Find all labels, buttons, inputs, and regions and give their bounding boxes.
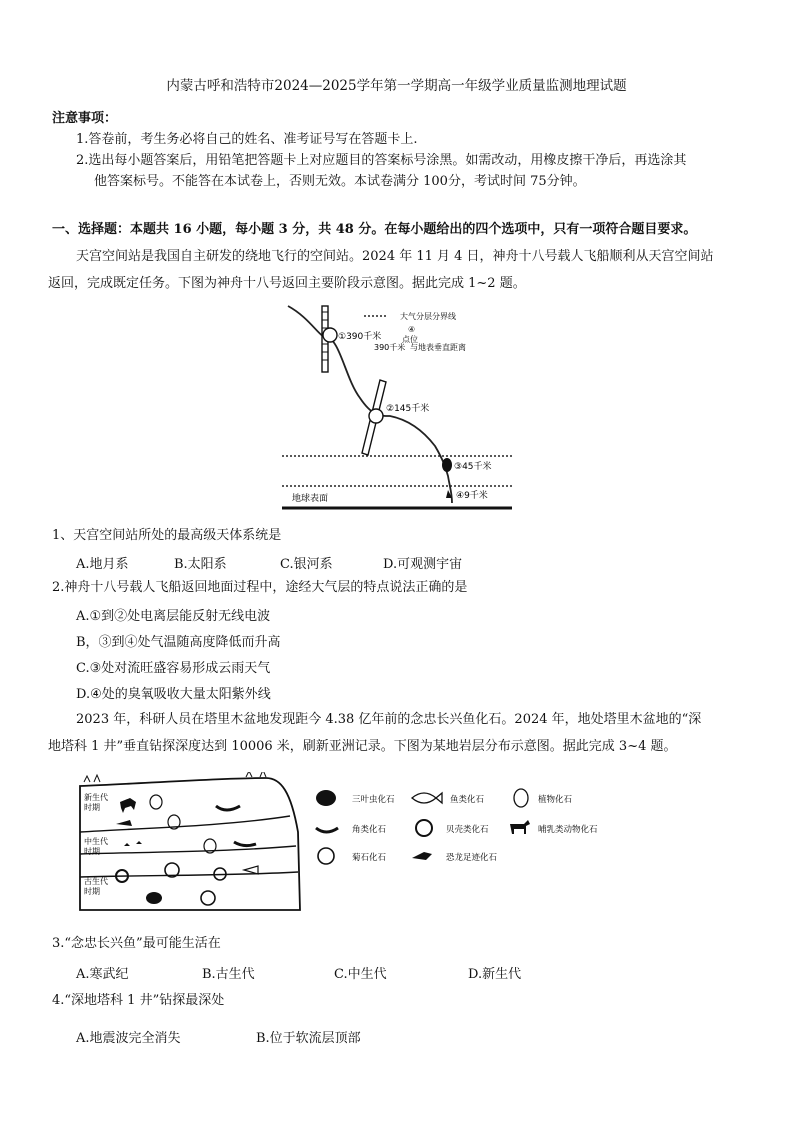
- legend-item-6: 哺乳类动物化石: [538, 825, 598, 835]
- footprint-icon: [412, 852, 432, 860]
- fish-icon: [412, 793, 442, 803]
- q4-stem: 4.“深地塔科 1 井”钻探最深处: [52, 993, 225, 1008]
- q1-option-c: C.银河系: [280, 557, 333, 572]
- q2-stem: 2.神舟十八号载人飞船返回地面过程中，途经大气层的特点说法正确的是: [52, 580, 468, 595]
- legend-item-7: 菊石化石: [352, 853, 387, 863]
- q1-option-a: A.地月系: [76, 557, 129, 572]
- page-title: 内蒙古呼和浩特市2024—2025学年第一学期高一年级学业质量监测地理试题: [166, 78, 627, 94]
- legend-item-4: 角类化石: [352, 825, 387, 835]
- legend-item-3: 植物化石: [538, 795, 573, 805]
- strata-diagram: [76, 772, 308, 914]
- passage1-line2: 返回，完成既定任务。下图为神舟十八号返回主要阶段示意图。据此完成 1~2 题。: [48, 276, 526, 291]
- point-label-4: ④9千米: [456, 491, 488, 501]
- trilobite-icon: [316, 790, 336, 806]
- fossil-legend: [312, 786, 612, 872]
- q3-option-a: A.寒武纪: [76, 967, 129, 982]
- notice-item-2: 2.选出每小题答案后，用铅笔把答题卡上对应题目的答案标号涂黑。如需改动，用橡皮擦干净后，再选涂其: [76, 153, 687, 168]
- notice-heading: 注意事项：: [52, 111, 118, 126]
- q4-option-a: A.地震波完全消失: [76, 1031, 181, 1046]
- q1-stem: 1、天宫空间站所处的最高级天体系统是: [52, 528, 282, 543]
- station-1: [322, 306, 337, 372]
- station-2: [362, 380, 386, 455]
- q3-option-c: C.中生代: [334, 967, 387, 982]
- legend-item-1: 三叶虫化石: [352, 795, 395, 805]
- legend-item-8: 恐龙足迹化石: [446, 853, 498, 863]
- point-label-1: ①390千米: [338, 332, 382, 342]
- passage1-line1: 天宫空间站是我国自主研发的绕地飞行的空间站。2024 年 11 月 4 日，神舟十八号载人飞船顺利从天宫空间站: [76, 249, 714, 264]
- passage2-line2: 地塔科 1 井”垂直钻探深度达到 10006 米，刷新亚洲记录。下图为某地岩层分布示意图。据此完成 3~4 题。: [48, 739, 677, 754]
- reentry-diagram: [280, 298, 540, 513]
- ground-label: 地球表面: [292, 494, 329, 504]
- q2-option-c: C.③处对流旺盛容易形成云雨天气: [76, 661, 271, 676]
- passage2-line1: 2023 年，科研人员在塔里木盆地发现距今 4.38 亿年前的念忠长兴鱼化石。2024 年，地处塔里木盆地的“深: [76, 712, 702, 727]
- ammonite-icon: [318, 848, 334, 864]
- mammal-icon: [510, 820, 530, 834]
- plant-icon: [514, 789, 528, 807]
- legend-distance-label: 与地表垂直距离: [410, 343, 466, 352]
- notice-item-1: 1.答卷前，考生务必将自己的姓名、准考证号写在答题卡上.: [76, 132, 418, 147]
- q3-stem: 3.“念忠长兴鱼”最可能生活在: [52, 936, 221, 951]
- legend-line-label: 大气分层分界线: [400, 312, 456, 321]
- q2-option-d: D.④处的臭氧吸收大量太阳紫外线: [76, 687, 271, 702]
- shell-icon: [416, 820, 432, 836]
- horn-icon: [316, 828, 338, 832]
- notice-item-2-cont: 他答案标号。不能答在本试卷上，否则无效。本试卷满分 100分，考试时间 75分钟。: [94, 174, 586, 189]
- q1-option-b: B.太阳系: [174, 557, 227, 572]
- q1-option-d: D.可观测宇宙: [383, 557, 463, 572]
- q4-option-b: B.位于软流层顶部: [256, 1031, 361, 1046]
- section-heading: 一、选择题：本题共 16 小题，每小题 3 分，共 48 分。在每小题给出的四个选项中，只有一项符合题目要求。: [52, 222, 697, 237]
- q2-option-b: B，③到④处气温随高度降低而升高: [76, 635, 281, 650]
- q2-option-a: A.①到②处电离层能反射无线电波: [76, 609, 271, 624]
- point-label-3: ③45千米: [454, 462, 492, 472]
- legend-marker: ④: [408, 325, 416, 334]
- q3-option-b: B.古生代: [202, 967, 255, 982]
- legend-distance: 390千米: [374, 343, 406, 352]
- legend-marker-label: 点位: [402, 335, 418, 344]
- point-label-2: ②145千米: [386, 404, 430, 414]
- legend-item-2: 鱼类化石: [450, 795, 485, 805]
- era-paleozoic: 古生代时期: [84, 877, 108, 896]
- era-mesozoic: 中生代时期: [84, 837, 108, 856]
- capsule-icon: [442, 458, 452, 472]
- legend-item-5: 贝壳类化石: [446, 825, 489, 835]
- q3-option-d: D.新生代: [468, 967, 522, 982]
- era-cenozoic: 新生代时期: [84, 793, 108, 812]
